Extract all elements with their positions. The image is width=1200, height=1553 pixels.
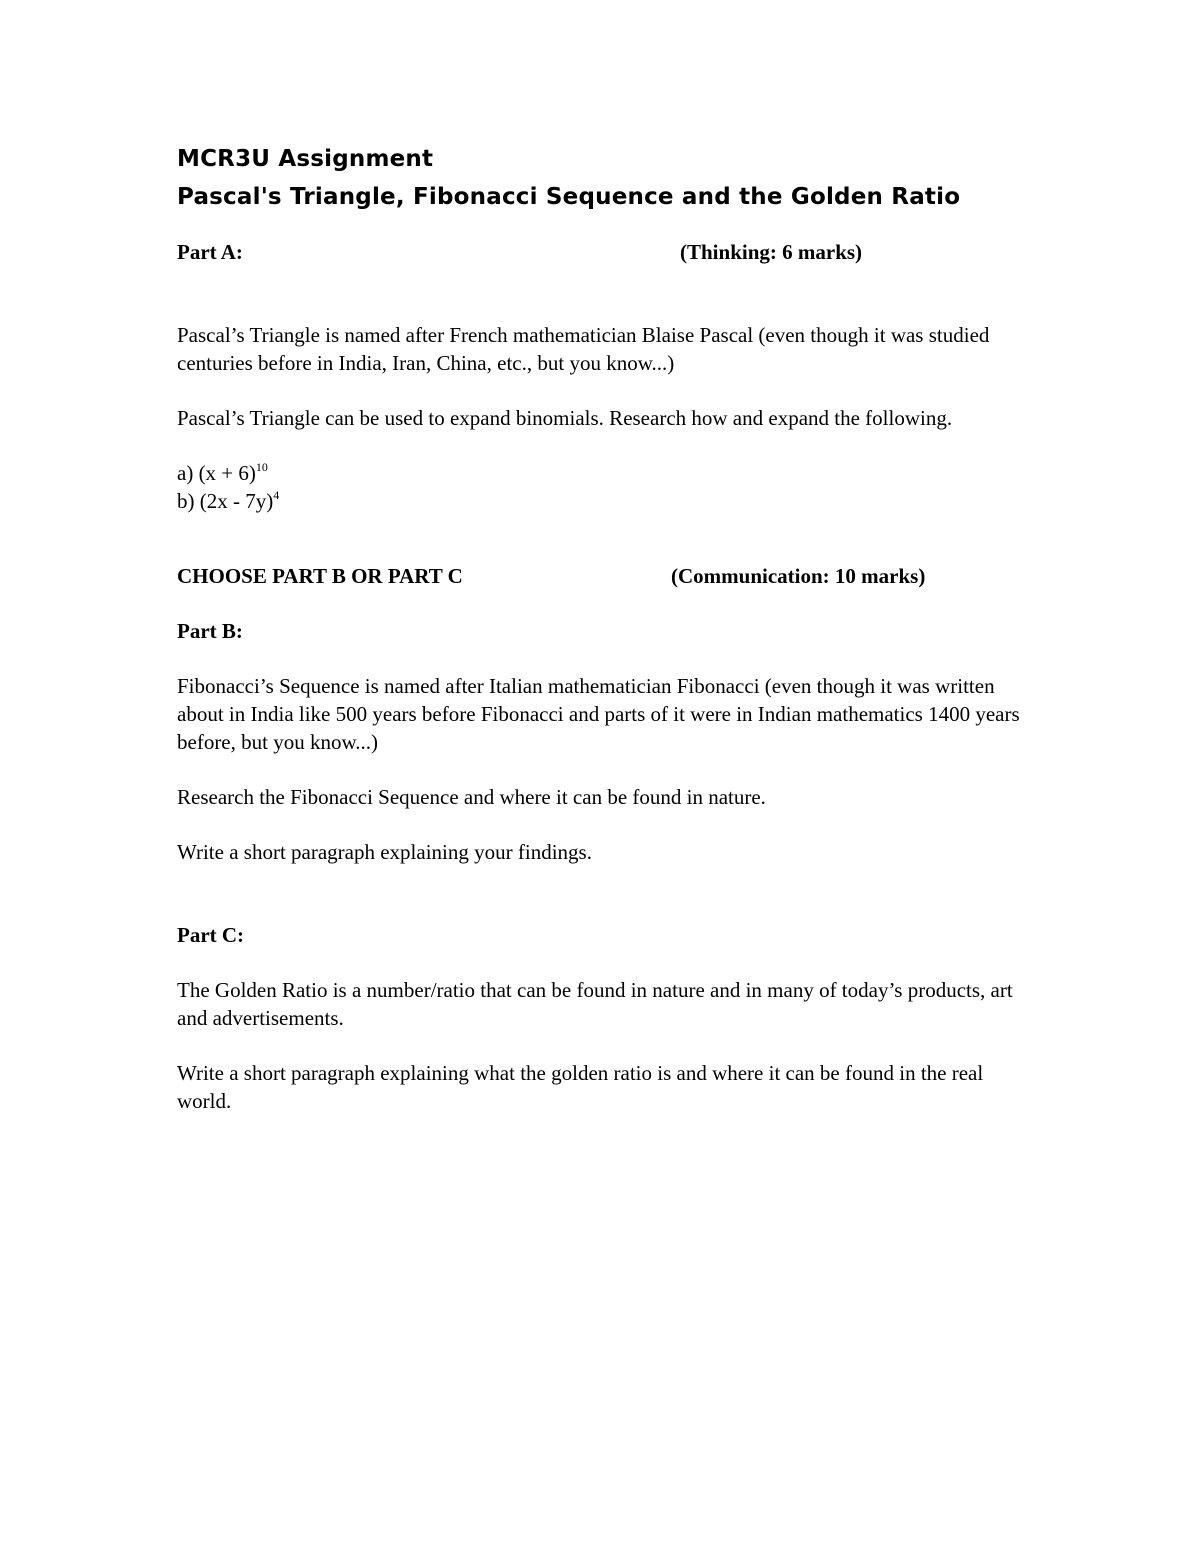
expansion-item-a-exponent: 10 <box>255 460 268 474</box>
part-a-header <box>177 238 1037 266</box>
expansion-item-b-exponent: 4 <box>273 488 280 502</box>
part-b-label: Part B: <box>177 619 243 643</box>
expansion-item-b <box>177 487 1037 515</box>
part-b-paragraph-1: Fibonacci’s Sequence is named after Italian mathematician Fibonacci (even though it was written about in India like 500 years before Fibonacci and parts of it were in Indian mathematics 1400 years before, but you know...) <box>177 674 1020 754</box>
part-c-paragraph-2: Write a short paragraph explaining what the golden ratio is and where it can be found in the real world. <box>177 1061 984 1113</box>
part-a-label: Part A: <box>177 240 243 264</box>
choose-label: CHOOSE PART B OR PART C <box>177 564 463 588</box>
part-a-paragraph-1: Pascal’s Triangle is named after French mathematician Blaise Pascal (even though it was studied centuries before in India, Iran, China, etc., but you know...) <box>177 323 990 375</box>
choose-marks: (Communication: 10 marks) <box>671 564 926 588</box>
part-b-paragraph-2: Research the Fibonacci Sequence and where it can be found in nature. <box>177 785 766 809</box>
part-b-paragraph-3: Write a short paragraph explaining your findings. <box>177 840 592 864</box>
expansion-item-a <box>177 459 1037 487</box>
assignment-title: Pascal's Triangle, Fibonacci Sequence and the Golden Ratio <box>177 184 961 210</box>
part-c-paragraph-1: The Golden Ratio is a number/ratio that can be found in nature and in many of today’s products, art and advertisements. <box>177 978 1013 1030</box>
course-title: MCR3U Assignment <box>177 146 434 172</box>
part-c-label: Part C: <box>177 923 245 947</box>
expansion-item-a-expr: a) (x + 6) <box>177 461 256 485</box>
expansion-item-b-expr: b) (2x - 7y) <box>177 489 274 513</box>
choose-header <box>177 562 1037 590</box>
part-a-marks: (Thinking: 6 marks) <box>680 240 863 264</box>
part-a-paragraph-2: Pascal’s Triangle can be used to expand binomials. Research how and expand the following. <box>177 406 953 430</box>
document-page <box>177 140 1037 1115</box>
